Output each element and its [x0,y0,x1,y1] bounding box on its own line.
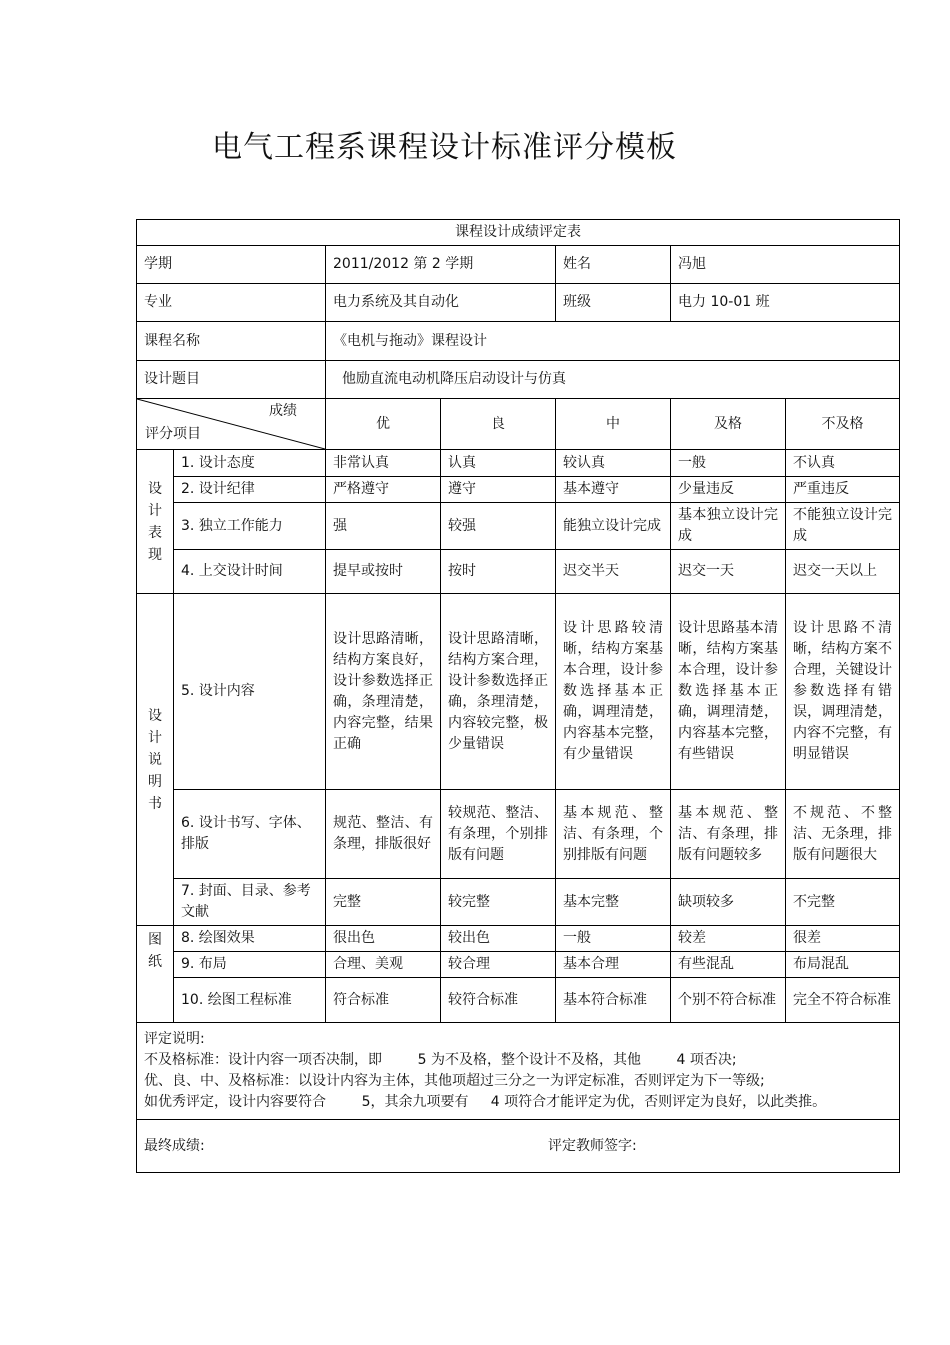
grade-header-good: 良 [441,399,556,450]
cell-medium: 迟交半天 [556,550,671,594]
evaluation-notes [137,1023,900,1120]
cell-medium: 一般 [556,926,671,952]
cell-excellent: 规范、整洁、有条理，排版很好 [326,790,441,879]
cell-good: 较符合标准 [441,978,556,1023]
cell-fail: 完全不符合标准 [786,978,900,1023]
cell-medium: 基本符合标准 [556,978,671,1023]
cell-excellent: 强 [326,503,441,550]
table-caption: 课程设计成绩评定表 [137,220,900,246]
header-grade-label: 成绩 [269,403,297,419]
term-value: 2011/2012 第 2 学期 [326,246,556,284]
name-label: 姓名 [556,246,671,284]
cell-fail: 不规范、不整洁、无条理，排版有问题很大 [786,790,900,879]
cell-good: 较规范、整洁、有条理，个别排版有问题 [441,790,556,879]
teacher-signature-label: 评定教师签字: [548,1137,637,1154]
cell-good: 按时 [441,550,556,594]
grade-header-pass: 及格 [671,399,786,450]
major-label: 专业 [137,284,326,322]
grading-table [136,219,900,1173]
cell-pass: 一般 [671,450,786,477]
header-diagonal-cell [137,399,326,450]
cell-excellent: 设计思路清晰，结构方案良好，设计参数选择正确，条理清楚，内容完整，结果正确 [326,594,441,790]
name-value: 冯旭 [671,246,900,284]
table-row [137,952,900,978]
grade-header-fail: 不及格 [786,399,900,450]
cell-excellent: 很出色 [326,926,441,952]
grade-header-medium: 中 [556,399,671,450]
cell-pass: 迟交一天 [671,550,786,594]
topic-label: 设计题目 [137,361,326,399]
cell-fail: 布局混乱 [786,952,900,978]
cell-medium: 基本完整 [556,879,671,926]
group-design-performance: 设计表现 [137,450,174,594]
item-label: 4. 上交设计时间 [174,550,326,594]
cell-pass: 个别不符合标准 [671,978,786,1023]
table-row [137,926,900,952]
cell-good: 较强 [441,503,556,550]
cell-medium: 基本合理 [556,952,671,978]
item-label: 1. 设计态度 [174,450,326,477]
item-label: 3. 独立工作能力 [174,503,326,550]
cell-fail: 不完整 [786,879,900,926]
course-value: 《电机与拖动》课程设计 [326,322,900,361]
table-row [137,503,900,550]
item-label: 9. 布局 [174,952,326,978]
cell-pass: 缺项较多 [671,879,786,926]
cell-pass: 有些混乱 [671,952,786,978]
cell-excellent: 提早或按时 [326,550,441,594]
notes-line-3: 如优秀评定，设计内容要符合 5，其余九项要有 4 项符合才能评定为优，否则评定为良好，以此类推。 [144,1094,827,1110]
cell-medium: 能独立设计完成 [556,503,671,550]
final-signoff [137,1120,900,1173]
term-label: 学期 [137,246,326,284]
table-row [137,477,900,503]
cell-excellent: 严格遵守 [326,477,441,503]
cell-good: 较完整 [441,879,556,926]
cell-pass: 较差 [671,926,786,952]
table-row [137,550,900,594]
final-score-label: 最终成绩: [144,1137,205,1154]
notes-line-1: 不及格标准：设计内容一项否决制，即 5 为不及格，整个设计不及格，其他 4 项否决; [144,1052,737,1068]
table-row [137,450,900,477]
group-design-manual: 设计说明书 [137,594,174,926]
item-label: 10. 绘图工程标准 [174,978,326,1023]
item-label: 5. 设计内容 [174,594,326,790]
cell-good: 设计思路清晰，结构方案合理，设计参数选择正确，条理清楚，内容较完整，极少量错误 [441,594,556,790]
class-label: 班级 [556,284,671,322]
cell-fail: 设计思路不清晰，结构方案不合理，关键设计参数选择有错误，调理清楚，内容不完整，有明显错误 [786,594,900,790]
cell-pass: 少量违反 [671,477,786,503]
cell-good: 较出色 [441,926,556,952]
item-label: 6. 设计书写、字体、排版 [174,790,326,879]
cell-excellent: 非常认真 [326,450,441,477]
cell-pass: 基本规范、整洁、有条理，排版有问题较多 [671,790,786,879]
item-label: 7. 封面、目录、参考文献 [174,879,326,926]
cell-fail: 迟交一天以上 [786,550,900,594]
notes-heading: 评定说明: [144,1031,205,1047]
group-drawings: 图纸 [137,926,174,1023]
class-value: 电力 10-01 班 [671,284,900,322]
cell-good: 遵守 [441,477,556,503]
table-row [137,978,900,1023]
cell-fail: 不能独立设计完成 [786,503,900,550]
cell-good: 认真 [441,450,556,477]
table-row [137,594,900,790]
cell-pass: 设计思路基本清晰，结构方案基本合理，设计参数选择基本正确，调理清楚，内容基本完整，有些错误 [671,594,786,790]
header-item-label: 评分项目 [145,426,201,442]
grade-header-excellent: 优 [326,399,441,450]
cell-fail: 不认真 [786,450,900,477]
item-label: 8. 绘图效果 [174,926,326,952]
cell-medium: 基本遵守 [556,477,671,503]
cell-medium: 设计思路较清晰，结构方案基本合理，设计参数选择基本正确，调理清楚，内容基本完整，有少量错误 [556,594,671,790]
topic-value: 他励直流电动机降压启动设计与仿真 [326,361,900,399]
cell-medium: 基本规范、整洁、有条理，个别排版有问题 [556,790,671,879]
cell-excellent: 合理、美观 [326,952,441,978]
notes-line-2: 优、良、中、及格标准：以设计内容为主体，其他项超过三分之一为评定标准，否则评定为下一等级; [144,1073,765,1089]
table-row [137,879,900,926]
table-row [137,790,900,879]
cell-medium: 较认真 [556,450,671,477]
cell-pass: 基本独立设计完成 [671,503,786,550]
cell-excellent: 符合标准 [326,978,441,1023]
course-label: 课程名称 [137,322,326,361]
cell-good: 较合理 [441,952,556,978]
cell-fail: 严重违反 [786,477,900,503]
cell-fail: 很差 [786,926,900,952]
major-value: 电力系统及其自动化 [326,284,556,322]
page-title: 电气工程系课程设计标准评分模板 [212,130,677,165]
item-label: 2. 设计纪律 [174,477,326,503]
cell-excellent: 完整 [326,879,441,926]
